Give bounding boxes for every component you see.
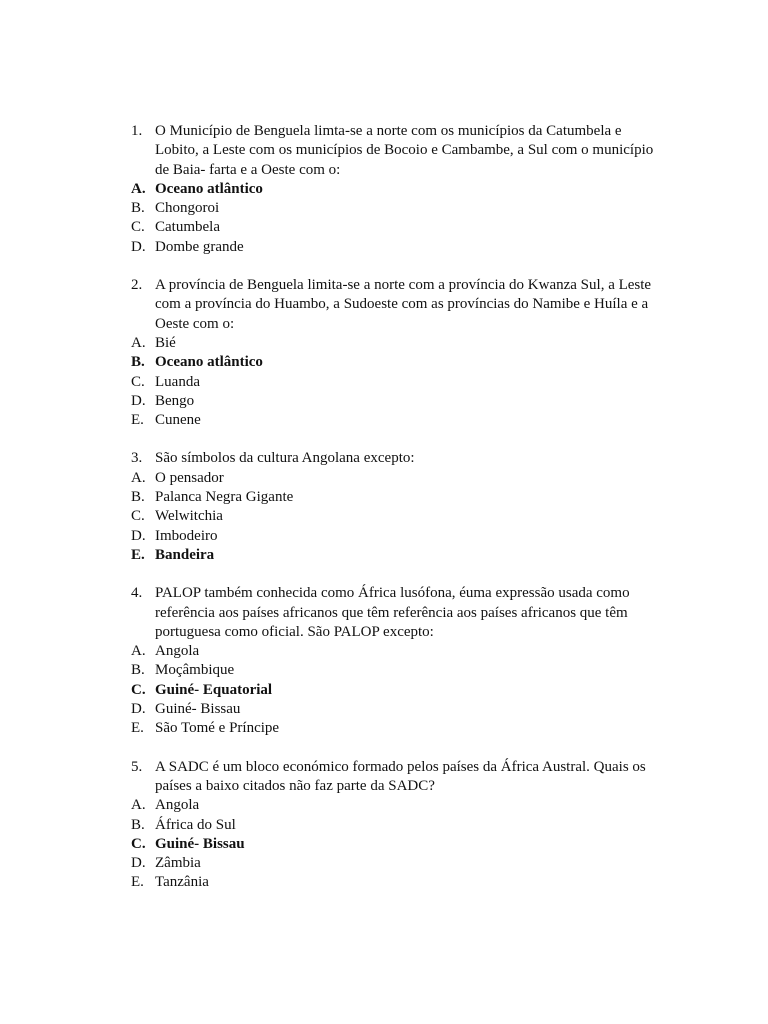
option-text: Guiné- Equatorial [155,681,273,698]
option-b [131,488,661,507]
option-letter: A. [131,469,146,486]
question-text: O Município de Benguela limta-se a norte com os municípios da Catumbela e Lobito, a Leste com os municípios de Bocoio e Cambambe, a Sul com o município de Baia- farta e a Oeste com o: [155,123,654,178]
option-letter: A. [131,334,146,351]
option-text: Moçâmbique [155,662,235,679]
question-5 [131,758,661,893]
question-stem [131,584,661,642]
question-number: 4. [131,585,143,602]
option-e [131,873,661,892]
option-letter: E. [131,546,145,563]
option-letter: C. [131,681,146,698]
option-text: Bengo [155,392,195,409]
question-number: 5. [131,758,143,775]
option-text: Zâmbia [155,855,201,872]
question-number: 1. [131,123,143,139]
option-a [131,642,661,661]
option-a [131,469,661,488]
option-letter: A. [131,180,146,197]
option-text: Tanzânia [155,874,209,891]
option-text: Chongoroi [155,200,220,217]
option-text: Guiné- Bissau [155,701,241,718]
option-text: Cunene [155,412,201,429]
option-text: Dombe grande [155,238,244,255]
option-d [131,238,661,257]
option-c [131,218,661,237]
option-letter: D. [131,527,146,544]
option-text: África do Sul [155,816,236,833]
option-letter: E. [131,720,144,737]
option-letter: D. [131,855,146,872]
option-letter: B. [131,816,145,833]
option-d [131,854,661,873]
option-a-correct [131,180,661,199]
option-d [131,700,661,719]
question-text: A SADC é um bloco económico formado pelos países da África Austral. Quais os países a baixo citados não faz parte da SADC? [155,758,646,794]
option-e-correct [131,546,661,565]
question-stem [131,276,661,334]
question-2 [131,276,661,430]
option-letter: B. [131,354,145,371]
question-text: A província de Benguela limita-se a norte com a província do Kwanza Sul, a Leste com a província do Huambo, a Sudoeste com as províncias do Namibe e Huíla e a Oeste com o: [155,277,652,332]
option-letter: A. [131,797,146,814]
option-text: O pensador [155,469,224,486]
question-4 [131,584,661,738]
option-text: Imbodeiro [155,527,218,544]
option-letter: E. [131,874,144,891]
option-text: Welwitchia [155,508,223,525]
option-letter: C. [131,373,145,390]
option-text: Angola [155,797,200,814]
option-b [131,661,661,680]
option-letter: C. [131,219,145,236]
option-a [131,796,661,815]
option-letter: B. [131,489,145,506]
quiz-list [131,122,661,912]
option-letter: B. [131,662,145,679]
option-text: Guiné- Bissau [155,835,245,852]
option-letter: B. [131,200,145,217]
option-text: Luanda [155,373,200,390]
option-text: Angola [155,643,200,660]
option-c [131,507,661,526]
option-a [131,334,661,353]
option-text: Oceano atlântico [155,180,263,197]
question-text: São símbolos da cultura Angolana excepto: [155,450,415,467]
option-b-correct [131,353,661,372]
option-letter: E. [131,412,144,429]
option-letter: C. [131,835,146,852]
option-c [131,373,661,392]
option-letter: D. [131,238,146,255]
question-number: 3. [131,450,143,467]
option-text: Palanca Negra Gigante [155,489,294,506]
option-b [131,816,661,835]
question-stem [131,758,661,797]
question-stem [131,122,661,180]
option-text: Oceano atlântico [155,354,263,371]
option-letter: A. [131,643,146,660]
option-e [131,411,661,430]
option-letter: D. [131,392,146,409]
option-d [131,392,661,411]
option-text: Bandeira [155,546,215,563]
question-3 [131,449,661,565]
option-d [131,527,661,546]
question-stem [131,449,661,468]
option-letter: C. [131,508,145,525]
question-1 [131,122,661,257]
option-b [131,199,661,218]
option-letter: D. [131,701,146,718]
option-text: São Tomé e Príncipe [155,720,280,737]
option-text: Bié [155,334,176,351]
option-e [131,719,661,738]
option-text: Catumbela [155,219,220,236]
option-c-correct [131,681,661,700]
question-text: PALOP também conhecida como África lusófona, éuma expressão usada como referência aos países africanos que têm referência aos países africanos que têm portuguesa como oficial. São PALOP excepto: [155,585,630,640]
option-c-correct [131,835,661,854]
question-number: 2. [131,277,143,294]
